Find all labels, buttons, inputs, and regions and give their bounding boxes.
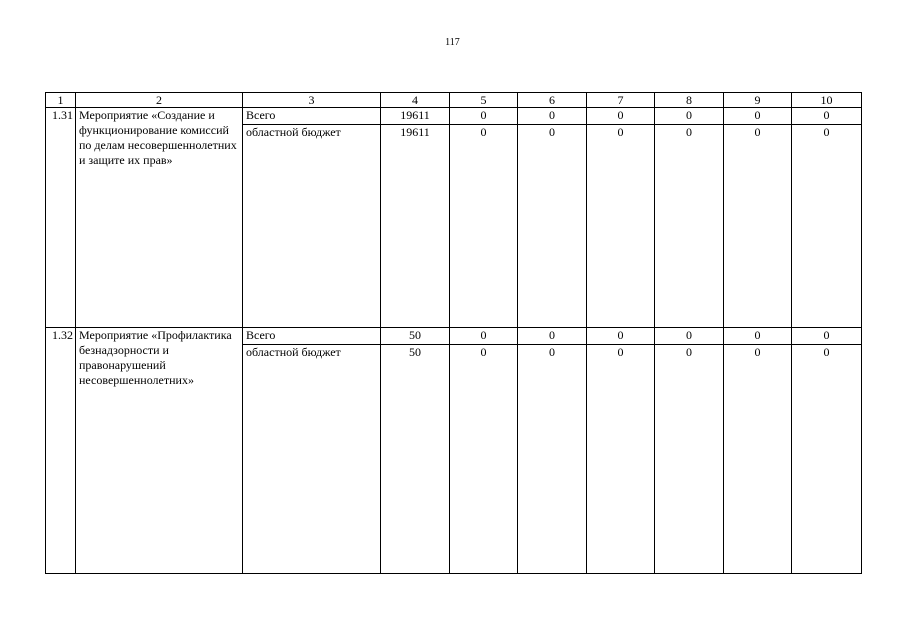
value-cell: 50 — [381, 345, 450, 574]
value-cell: 0 — [518, 108, 587, 125]
activity-name: Мероприятие «Профилактика безнадзорности и правонарушений несовершеннолетних» — [76, 328, 243, 574]
value-cell: 0 — [792, 345, 862, 574]
value-cell: 0 — [792, 328, 862, 345]
page-number: 117 — [445, 37, 460, 48]
value-cell: 0 — [587, 108, 655, 125]
activity-number: 1.31 — [46, 108, 76, 328]
column-header: 8 — [655, 93, 724, 108]
value-cell: 0 — [450, 108, 518, 125]
value-cell: 0 — [724, 108, 792, 125]
value-cell: 0 — [518, 328, 587, 345]
column-header: 3 — [243, 93, 381, 108]
value-cell: 0 — [518, 125, 587, 328]
value-cell: 0 — [655, 108, 724, 125]
column-header: 4 — [381, 93, 450, 108]
column-header: 6 — [518, 93, 587, 108]
value-cell: 0 — [655, 328, 724, 345]
column-header: 10 — [792, 93, 862, 108]
value-cell: 0 — [724, 125, 792, 328]
value-cell: 0 — [655, 345, 724, 574]
value-cell: 0 — [450, 125, 518, 328]
table-row — [46, 328, 862, 345]
table-row — [46, 108, 862, 125]
funding-source: областной бюджет — [243, 345, 381, 574]
value-cell: 0 — [587, 345, 655, 574]
funding-source: областной бюджет — [243, 125, 381, 328]
value-cell: 19611 — [381, 125, 450, 328]
column-header: 2 — [76, 93, 243, 108]
funding-source: Всего — [243, 108, 381, 125]
value-cell: 0 — [450, 345, 518, 574]
funding-source: Всего — [243, 328, 381, 345]
value-cell: 0 — [655, 125, 724, 328]
value-cell: 0 — [724, 328, 792, 345]
value-cell: 0 — [724, 345, 792, 574]
value-cell: 0 — [792, 108, 862, 125]
column-header: 1 — [46, 93, 76, 108]
column-header: 9 — [724, 93, 792, 108]
value-cell: 0 — [450, 328, 518, 345]
budget-table — [45, 92, 862, 574]
value-cell: 19611 — [381, 108, 450, 125]
value-cell: 0 — [587, 328, 655, 345]
activity-number: 1.32 — [46, 328, 76, 574]
column-header: 7 — [587, 93, 655, 108]
value-cell: 0 — [518, 345, 587, 574]
value-cell: 0 — [587, 125, 655, 328]
value-cell: 0 — [792, 125, 862, 328]
column-number-row — [46, 93, 862, 108]
value-cell: 50 — [381, 328, 450, 345]
column-header: 5 — [450, 93, 518, 108]
activity-name: Мероприятие «Создание и функционирование комиссий по делам несовершеннолетних и защите их прав» — [76, 108, 243, 328]
